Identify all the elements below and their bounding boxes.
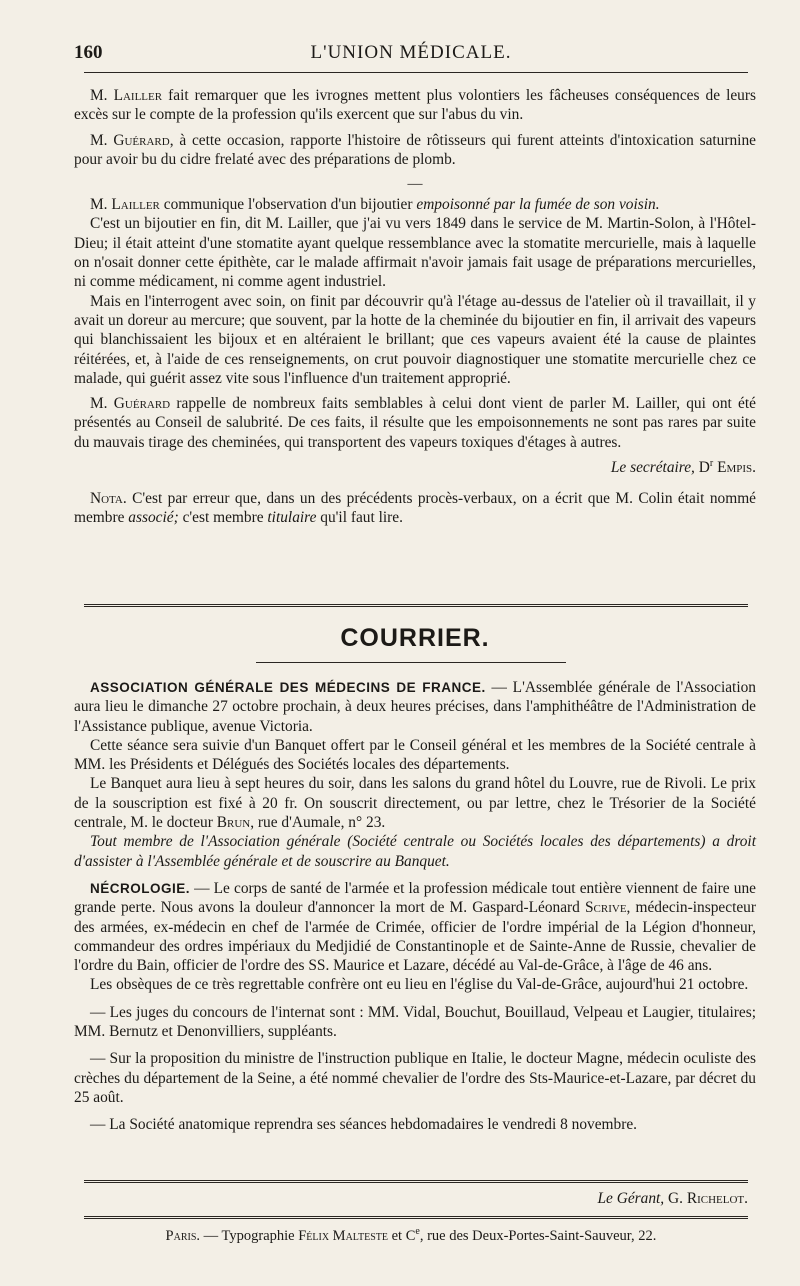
- section-rule: [84, 604, 748, 607]
- case-paragraph-1: C'est un bijoutier en fin, dit M. Lailler, que j'ai vu vers 1849 dans le service de M. Martin-Solon, à l'Hôtel-Dieu; il était atteint d'une stomatite ayant quelque ressemblance avec la stomatite mercurielle, mais à laquelle on n'osait donner cette épithète, car le malade affirmait n'avoir jamais fait usage de préparations mercurielles, ni comme médicament, ni comme agent industriel.: [74, 215, 756, 291]
- association-paragraph: ASSOCIATION GÉNÉRALE DES MÉDECINS DE FRANCE. — L'Assemblée générale de l'Association aura lieu le dimanche 27 octobre prochain, à deux heures précises, dans l'amphithéâtre de l'Administration de l'Assistance publique, avenue Victoria.: [74, 679, 756, 735]
- journal-title: L'UNION MÉDICALE.: [310, 42, 512, 63]
- membership-note: Tout membre de l'Association générale (Société centrale ou Sociétés locales des départements) a droit d'assister à l'Assemblée générale et de souscrire au Banquet.: [74, 833, 756, 870]
- banquet-paragraph: Cette séance sera suivie d'un Banquet offert par le Conseil général et les membres de la Société centrale à MM. les Présidents et Délégués des Sociétés locales des départements.: [74, 736, 756, 774]
- banquet-details: Le Banquet aura lieu à sept heures du soir, dans les salons du grand hôtel du Louvre, rue de Rivoli. Le prix de la souscription est fixé à 20 fr. On souscrit directement, ou par lettre, chez le Trésorier de la Société centrale, M. le docteur Brun, rue d'Aumale, n° 23.: [74, 775, 756, 832]
- page-number: 160: [74, 42, 103, 63]
- lailler-remark: M. Lailler fait remarquer que les ivrognes mettent plus volontiers les fâcheuses conséquences de leurs excès sur le compte de la profession qu'ils exercent que sur l'abus du vin.: [74, 87, 756, 124]
- guerard-remark: M. Guérard, à cette occasion, rapporte l'histoire de rôtisseurs qui furent atteints d'intoxication saturnine pour avoir bu du cidre frelaté avec des préparations de plomb.: [74, 131, 756, 168]
- minutes-section: [74, 86, 756, 528]
- courrier-underline: [256, 662, 566, 663]
- separator-dash: —: [407, 176, 423, 193]
- obseques-paragraph: Les obsèques de ce très regrettable confrère ont eu lieu en l'église du Val-de-Grâce, aujourd'hui 21 octobre.: [90, 976, 749, 994]
- news-item-magne: — Sur la proposition du ministre de l'instruction publique en Italie, le docteur Magne, médecin oculiste des crèches du département de la Seine, a été nommé chevalier de l'ordre des Sts-Maurice-et-Lazare, par décret du 25 août.: [74, 1050, 756, 1106]
- nota-paragraph: Nota. C'est par erreur que, dans un des précédents procès-verbaux, on a écrit que M. Colin était nommé membre associé; c'est membre titulaire qu'il faut lire.: [74, 490, 756, 527]
- news-item-societe-anatomique: — La Société anatomique reprendra ses séances hebdomadaires le vendredi 8 novembre.: [90, 1116, 638, 1134]
- printer-rule: [84, 1216, 748, 1219]
- courrier-title: COURRIER.: [340, 624, 490, 652]
- footer-rule: [84, 1180, 748, 1183]
- news-item-internat: — Les juges du concours de l'internat sont : MM. Vidal, Bouchut, Bouillaud, Velpeau et Laugier, titulaires; MM. Bernutz et Denonvilliers, suppléants.: [74, 1003, 756, 1041]
- necrologie-paragraph: NÉCROLOGIE. — Le corps de santé de l'armée et la profession médicale tout entière viennent de faire une grande perte. Nous avons la douleur d'annoncer la mort de M. Gaspard-Léonard Scrive, médecin-inspecteur des armées, ex-médecin en chef de l'armée de Crimée, officier de l'ordre impérial de la Légion d'honneur, commandeur des ordres impériaux du Medjidié de Constantinople et de Sainte-Anne de Russie, chevalier de l'ordre du Bain, officier de l'ordre des SS. Maurice et Lazare, décédé au Val-de-Grâce, à l'âge de 46 ans.: [74, 879, 756, 975]
- guerard-recall: M. Guérard rappelle de nombreux faits semblables à celui dont vient de parler M. Lailler, qui ont été présentés au Conseil de salubrité. De ces faits, il résulte que les empoisonnements ne sont pas rares par suite du mauvais tirage des cheminées, qui transportent des vapeurs toxiques d'étages à autres.: [74, 395, 756, 451]
- lailler-communication: M. Lailler communique l'observation d'un bijoutier empoisonné par la fumée de son voisin.: [90, 196, 660, 214]
- header-rule: [84, 72, 748, 73]
- secretary-signature: Le secrétaire, $D^r$ Empis.: [610, 458, 756, 477]
- case-paragraph-2: Mais en l'interrogent avec soin, on finit par découvrir qu'à l'étage au-dessus de l'atelier où il travaillait, il y avait un doreur au mercure; que souvent, par la hotte de la cheminée du bijoutier en fin, il arrivait des vapeurs qui blanchissaient les bijoux et en altéraient le brillant; que ces vapeurs avaient été la cause de plaintes réitérées, et, à l'aide de ces renseignements, on crut pouvoir diagnostiquer une stomatite mercurielle chez ce malade, qui guérit assez vite sous l'influence d'un traitement approprié.: [74, 292, 756, 387]
- page-header: [74, 38, 748, 70]
- printer-line: Paris. — Typographie Félix Malteste et Ce, rue des Deux-Portes-Saint-Sauveur, 22.: [165, 1226, 657, 1244]
- gerant-signature: Le Gérant, G. Richelot.: [597, 1190, 748, 1207]
- courrier-section: [74, 678, 756, 1135]
